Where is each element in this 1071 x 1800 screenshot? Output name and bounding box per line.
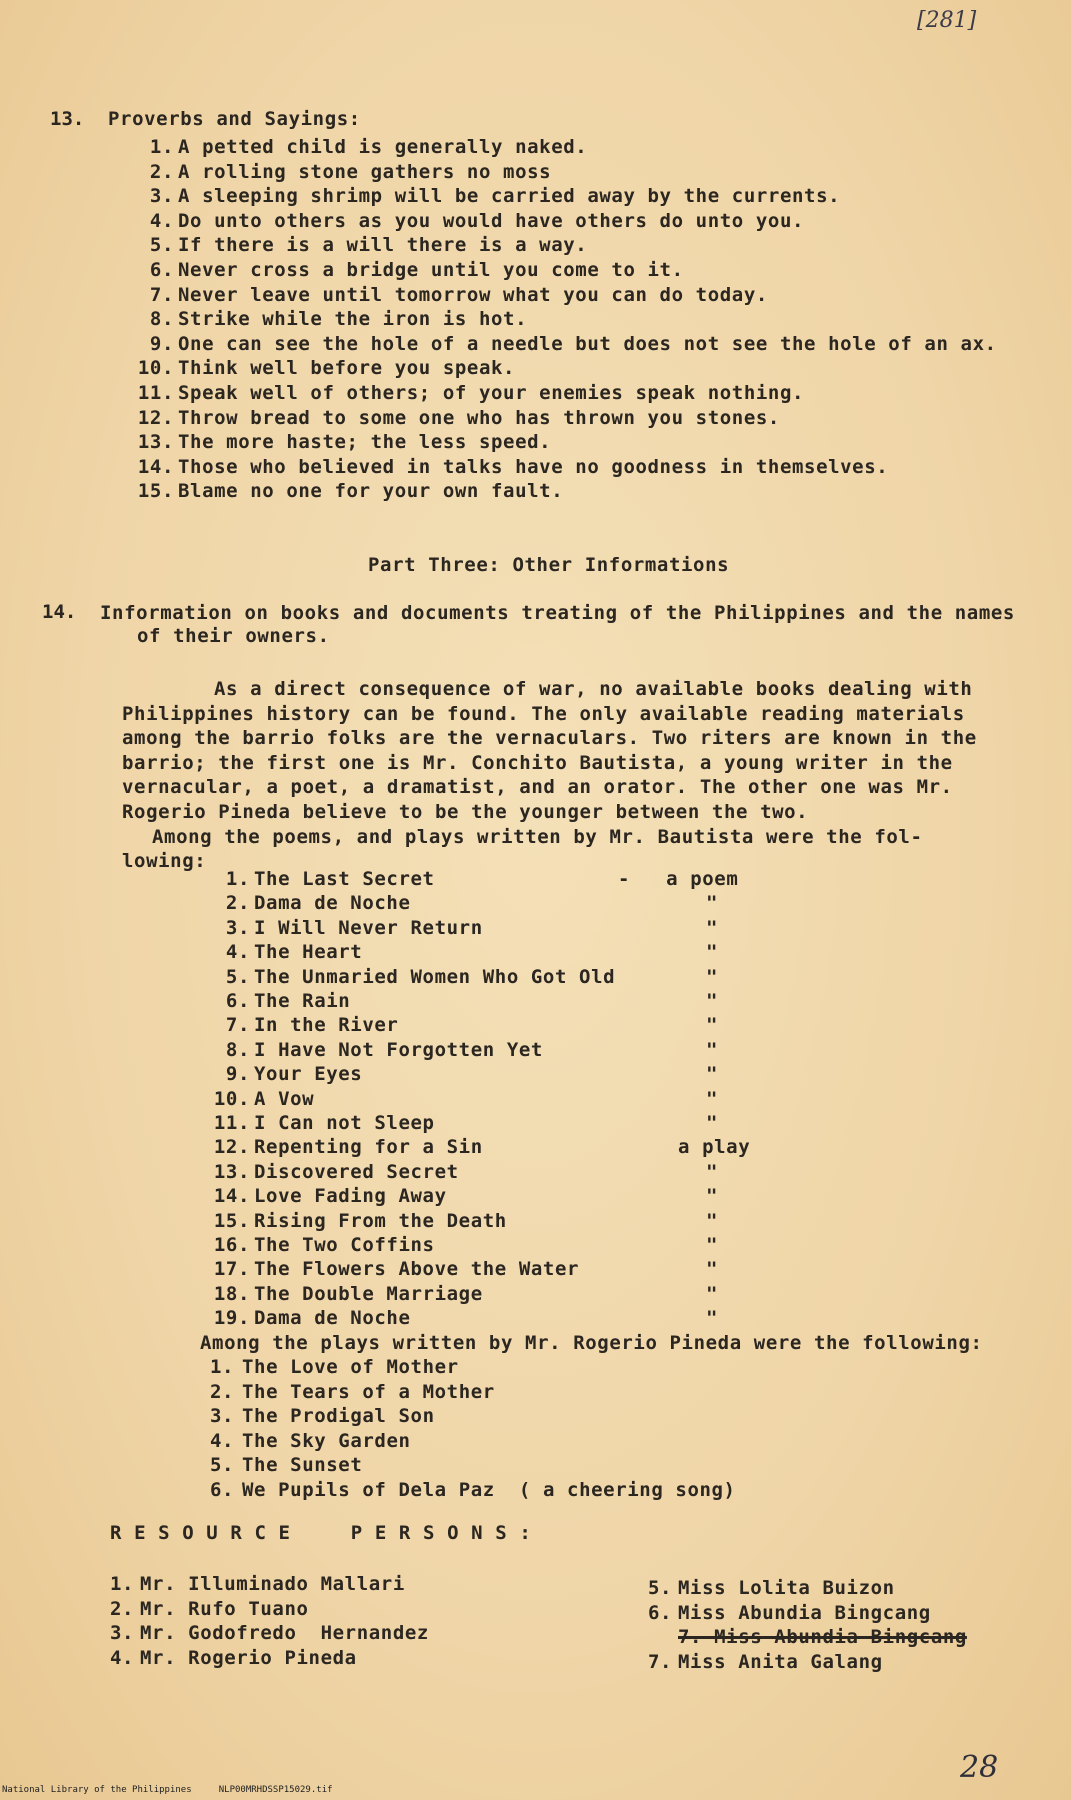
paragraph-line: As a direct consequence of war, no available books dealing with (214, 678, 973, 700)
resource-person-name: Miss Lolita Buizon (678, 1577, 895, 1599)
proverb-item (130, 333, 997, 358)
work-title: Love Fading Away (254, 1185, 447, 1208)
work-number: 9. (225, 1063, 250, 1086)
work-kind: - a poem (618, 868, 739, 890)
work-number: 16. (213, 1234, 250, 1256)
pineda-work-number: 3. (210, 1405, 235, 1428)
handwritten-page-number: 28 (960, 1750, 999, 1785)
work-kind: " (706, 1258, 719, 1281)
paragraph-line: barrio; the first one is Mr. Conchito Bautista, a young writer in the (122, 751, 953, 774)
work-number: 5. (225, 965, 250, 988)
work-number: 14. (213, 1185, 250, 1208)
section-13-number: 13. (50, 108, 85, 130)
work-kind: " (706, 1038, 719, 1061)
proverb-text: Blame no one for your own fault. (178, 480, 564, 503)
resource-person (110, 1598, 429, 1623)
paragraph-line: Among the poems, and plays written by Mr. Bautista were the fol- (152, 825, 923, 848)
work-kind: " (706, 1014, 719, 1037)
proverb-text: One can see the hole of a needle but does not see the hole of an ax. (178, 332, 997, 355)
work-title: Repenting for a Sin (254, 1136, 483, 1159)
resource-person-name: Mr. Godofredo Hernandez (140, 1622, 429, 1645)
proverb-item (130, 382, 997, 407)
work-title: The Two Coffins (254, 1234, 435, 1256)
pineda-work-title: The Sunset (242, 1454, 363, 1477)
corner-page-mark: [281] (917, 8, 977, 33)
proverb-item (130, 407, 997, 432)
paragraph-line: vernacular, a poet, a dramatist, and an orator. The other one was Mr. (122, 776, 953, 799)
work-title: The Last Secret (254, 868, 435, 890)
resource-person (648, 1577, 967, 1602)
archive-footer: National Library of the Philippines NLP00MRHDSSP15029.tif (2, 1785, 333, 1795)
work-title: Discovered Secret (254, 1160, 459, 1183)
proverb-number: 15. (137, 480, 174, 503)
resource-person (648, 1651, 967, 1676)
struck-out-name: 7. Miss Abundia Bingcang (678, 1626, 967, 1649)
proverbs-list (130, 136, 997, 505)
work-number: 6. (225, 990, 250, 1012)
work-title: The Double Marriage (254, 1282, 483, 1305)
resource-person-number: 2. (110, 1597, 135, 1620)
work-number: 1. (225, 868, 250, 890)
proverb-number: 5. (149, 234, 174, 257)
work-title: The Unmaried Women Who Got Old (254, 965, 616, 988)
resource-person-number: 4. (110, 1646, 135, 1669)
resource-person-number: 7. (648, 1650, 673, 1673)
pineda-work-number: 2. (210, 1380, 235, 1403)
work-title: In the River (254, 1014, 399, 1037)
resource-person (110, 1647, 429, 1672)
work-title: I Will Never Return (254, 916, 483, 939)
work-number: 4. (225, 941, 250, 964)
proverb-number: 10. (137, 357, 174, 380)
work-number: 7. (225, 1014, 250, 1037)
work-title: Your Eyes (254, 1063, 363, 1086)
paragraph-line: Philippines history can be found. The only available reading materials (122, 702, 965, 725)
work-kind: " (706, 1160, 719, 1183)
proverb-number: 3. (149, 185, 174, 208)
pineda-work-number: 6. (210, 1478, 235, 1501)
resource-person (648, 1602, 967, 1627)
pineda-work-item (210, 1454, 736, 1479)
section-14-title-line2: of their owners. (137, 625, 330, 647)
work-kind: " (706, 1209, 719, 1232)
resource-person-number: 1. (110, 1573, 135, 1595)
section-14-paragraph (122, 678, 977, 875)
pineda-work-title: The Love of Mother (242, 1356, 459, 1378)
work-kind: " (706, 1063, 719, 1086)
work-kind: " (706, 892, 719, 915)
work-kind: " (706, 1234, 719, 1256)
proverb-item (130, 431, 997, 456)
proverb-number: 8. (149, 308, 174, 331)
resource-person (110, 1622, 429, 1647)
work-number: 10. (213, 1087, 250, 1110)
proverb-item (130, 259, 997, 284)
pineda-work-number: 4. (210, 1429, 235, 1452)
work-title: I Have Not Forgotten Yet (254, 1038, 543, 1061)
pineda-work-title: The Tears of a Mother (242, 1380, 495, 1403)
paragraph-line: Rogerio Pineda believe to be the younger between the two. (122, 800, 809, 823)
pineda-works-list (210, 1356, 736, 1504)
work-number: 8. (225, 1038, 250, 1061)
proverb-text: Those who believed in talks have no goodness in themselves. (178, 455, 889, 478)
resource-person-name: Miss Abundia Bingcang (678, 1601, 931, 1624)
proverb-number: 11. (137, 381, 174, 404)
proverb-text: A sleeping shrimp will be carried away by the currents. (178, 185, 841, 208)
proverb-item (130, 284, 997, 309)
proverb-number: 9. (149, 332, 174, 355)
proverb-text: The more haste; the less speed. (178, 431, 552, 454)
proverb-number: 13. (137, 431, 174, 454)
proverb-text: Do unto others as you would have others do unto you. (178, 209, 805, 232)
proverb-text: Speak well of others; of your enemies speak nothing. (178, 381, 805, 404)
pineda-work-number: 5. (210, 1454, 235, 1477)
resource-person-name: Miss Anita Galang (678, 1650, 883, 1673)
work-title: The Rain (254, 990, 351, 1012)
paragraph-line: among the barrio folks are the vernaculars. Two riters are known in the (122, 727, 977, 750)
proverb-item (130, 234, 997, 259)
work-kind: " (706, 916, 719, 939)
work-number: 19. (213, 1307, 250, 1330)
pineda-work-item (210, 1381, 736, 1406)
resource-persons-left (110, 1573, 429, 1671)
proverb-text: If there is a will there is a way. (178, 234, 588, 257)
proverb-item (130, 480, 997, 505)
proverb-number: 12. (137, 406, 174, 429)
work-title: I Can not Sleep (254, 1112, 435, 1134)
part-three-heading: Part Three: Other Informations (368, 554, 730, 576)
section-14-title-line1: Information on books and documents treating of the Philippines and the names (100, 602, 1015, 624)
work-kind: " (706, 941, 719, 964)
proverb-item (130, 185, 997, 210)
work-title: Dama de Noche (254, 892, 411, 915)
proverb-text: Never cross a bridge until you come to it. (178, 258, 684, 281)
proverb-number: 14. (137, 455, 174, 478)
pineda-intro: Among the plays written by Mr. Rogerio Pineda were the following: (200, 1332, 983, 1354)
proverb-number: 4. (149, 209, 174, 232)
resource-persons-heading: R E S O U R C E P E R S O N S : (110, 1522, 532, 1544)
resource-person-number: 6. (648, 1601, 673, 1624)
proverb-text: A petted child is generally naked. (178, 136, 588, 158)
resource-person-name: Mr. Rogerio Pineda (140, 1646, 357, 1669)
work-kind: " (706, 1087, 719, 1110)
proverb-text: Strike while the iron is hot. (178, 308, 528, 331)
proverb-number: 7. (149, 283, 174, 306)
resource-persons-right (648, 1577, 967, 1675)
proverb-item (130, 136, 997, 161)
work-kind: " (706, 965, 719, 988)
resource-person (110, 1573, 429, 1598)
pineda-work-title: The Sky Garden (242, 1429, 411, 1452)
pineda-work-item (210, 1479, 736, 1504)
proverb-item (130, 456, 997, 481)
proverb-text: Throw bread to some one who has thrown you stones. (178, 406, 780, 429)
work-title: The Heart (254, 941, 363, 964)
proverb-number: 1. (149, 136, 174, 158)
work-kind: " (706, 990, 719, 1012)
work-kind: " (706, 1112, 719, 1134)
work-number: 17. (213, 1258, 250, 1281)
proverb-number: 6. (149, 258, 174, 281)
work-number: 11. (213, 1112, 250, 1134)
work-number: 12. (213, 1136, 250, 1159)
work-title: Rising From the Death (254, 1209, 507, 1232)
proverb-item (130, 357, 997, 382)
resource-person-number: 5. (648, 1577, 673, 1599)
section-13-title: Proverbs and Sayings: (108, 108, 361, 130)
proverb-number: 2. (149, 160, 174, 183)
proverb-text: A rolling stone gathers no moss (178, 160, 552, 183)
section-14-number: 14. (42, 601, 77, 623)
resource-person-name: Mr. Illuminado Mallari (140, 1573, 405, 1595)
resource-person (648, 1626, 967, 1651)
proverb-text: Think well before you speak. (178, 357, 516, 380)
resource-person-name: Mr. Rufo Tuano (140, 1597, 309, 1620)
work-number: 13. (213, 1160, 250, 1183)
work-kind: " (706, 1282, 719, 1305)
pineda-work-title: The Prodigal Son (242, 1405, 435, 1428)
proverb-item (130, 210, 997, 235)
work-title: The Flowers Above the Water (254, 1258, 580, 1281)
pineda-work-title: We Pupils of Dela Paz ( a cheering song) (242, 1478, 736, 1501)
pineda-work-number: 1. (210, 1356, 235, 1378)
work-title: Dama de Noche (254, 1307, 411, 1330)
paragraph-line: lowing: (122, 850, 207, 873)
work-title: A Vow (254, 1087, 315, 1110)
work-number: 2. (225, 892, 250, 915)
pineda-work-item (210, 1430, 736, 1455)
proverb-item (130, 161, 997, 186)
pineda-work-item (210, 1405, 736, 1430)
resource-person-number: 3. (110, 1622, 135, 1645)
proverb-item (130, 308, 997, 333)
work-kind: " (706, 1307, 719, 1330)
work-number: 3. (225, 916, 250, 939)
proverb-text: Never leave until tomorrow what you can do today. (178, 283, 768, 306)
work-kind: a play (678, 1136, 751, 1159)
work-number: 15. (213, 1209, 250, 1232)
pineda-work-item (210, 1356, 736, 1381)
work-kind: " (706, 1185, 719, 1208)
work-number: 18. (213, 1282, 250, 1305)
